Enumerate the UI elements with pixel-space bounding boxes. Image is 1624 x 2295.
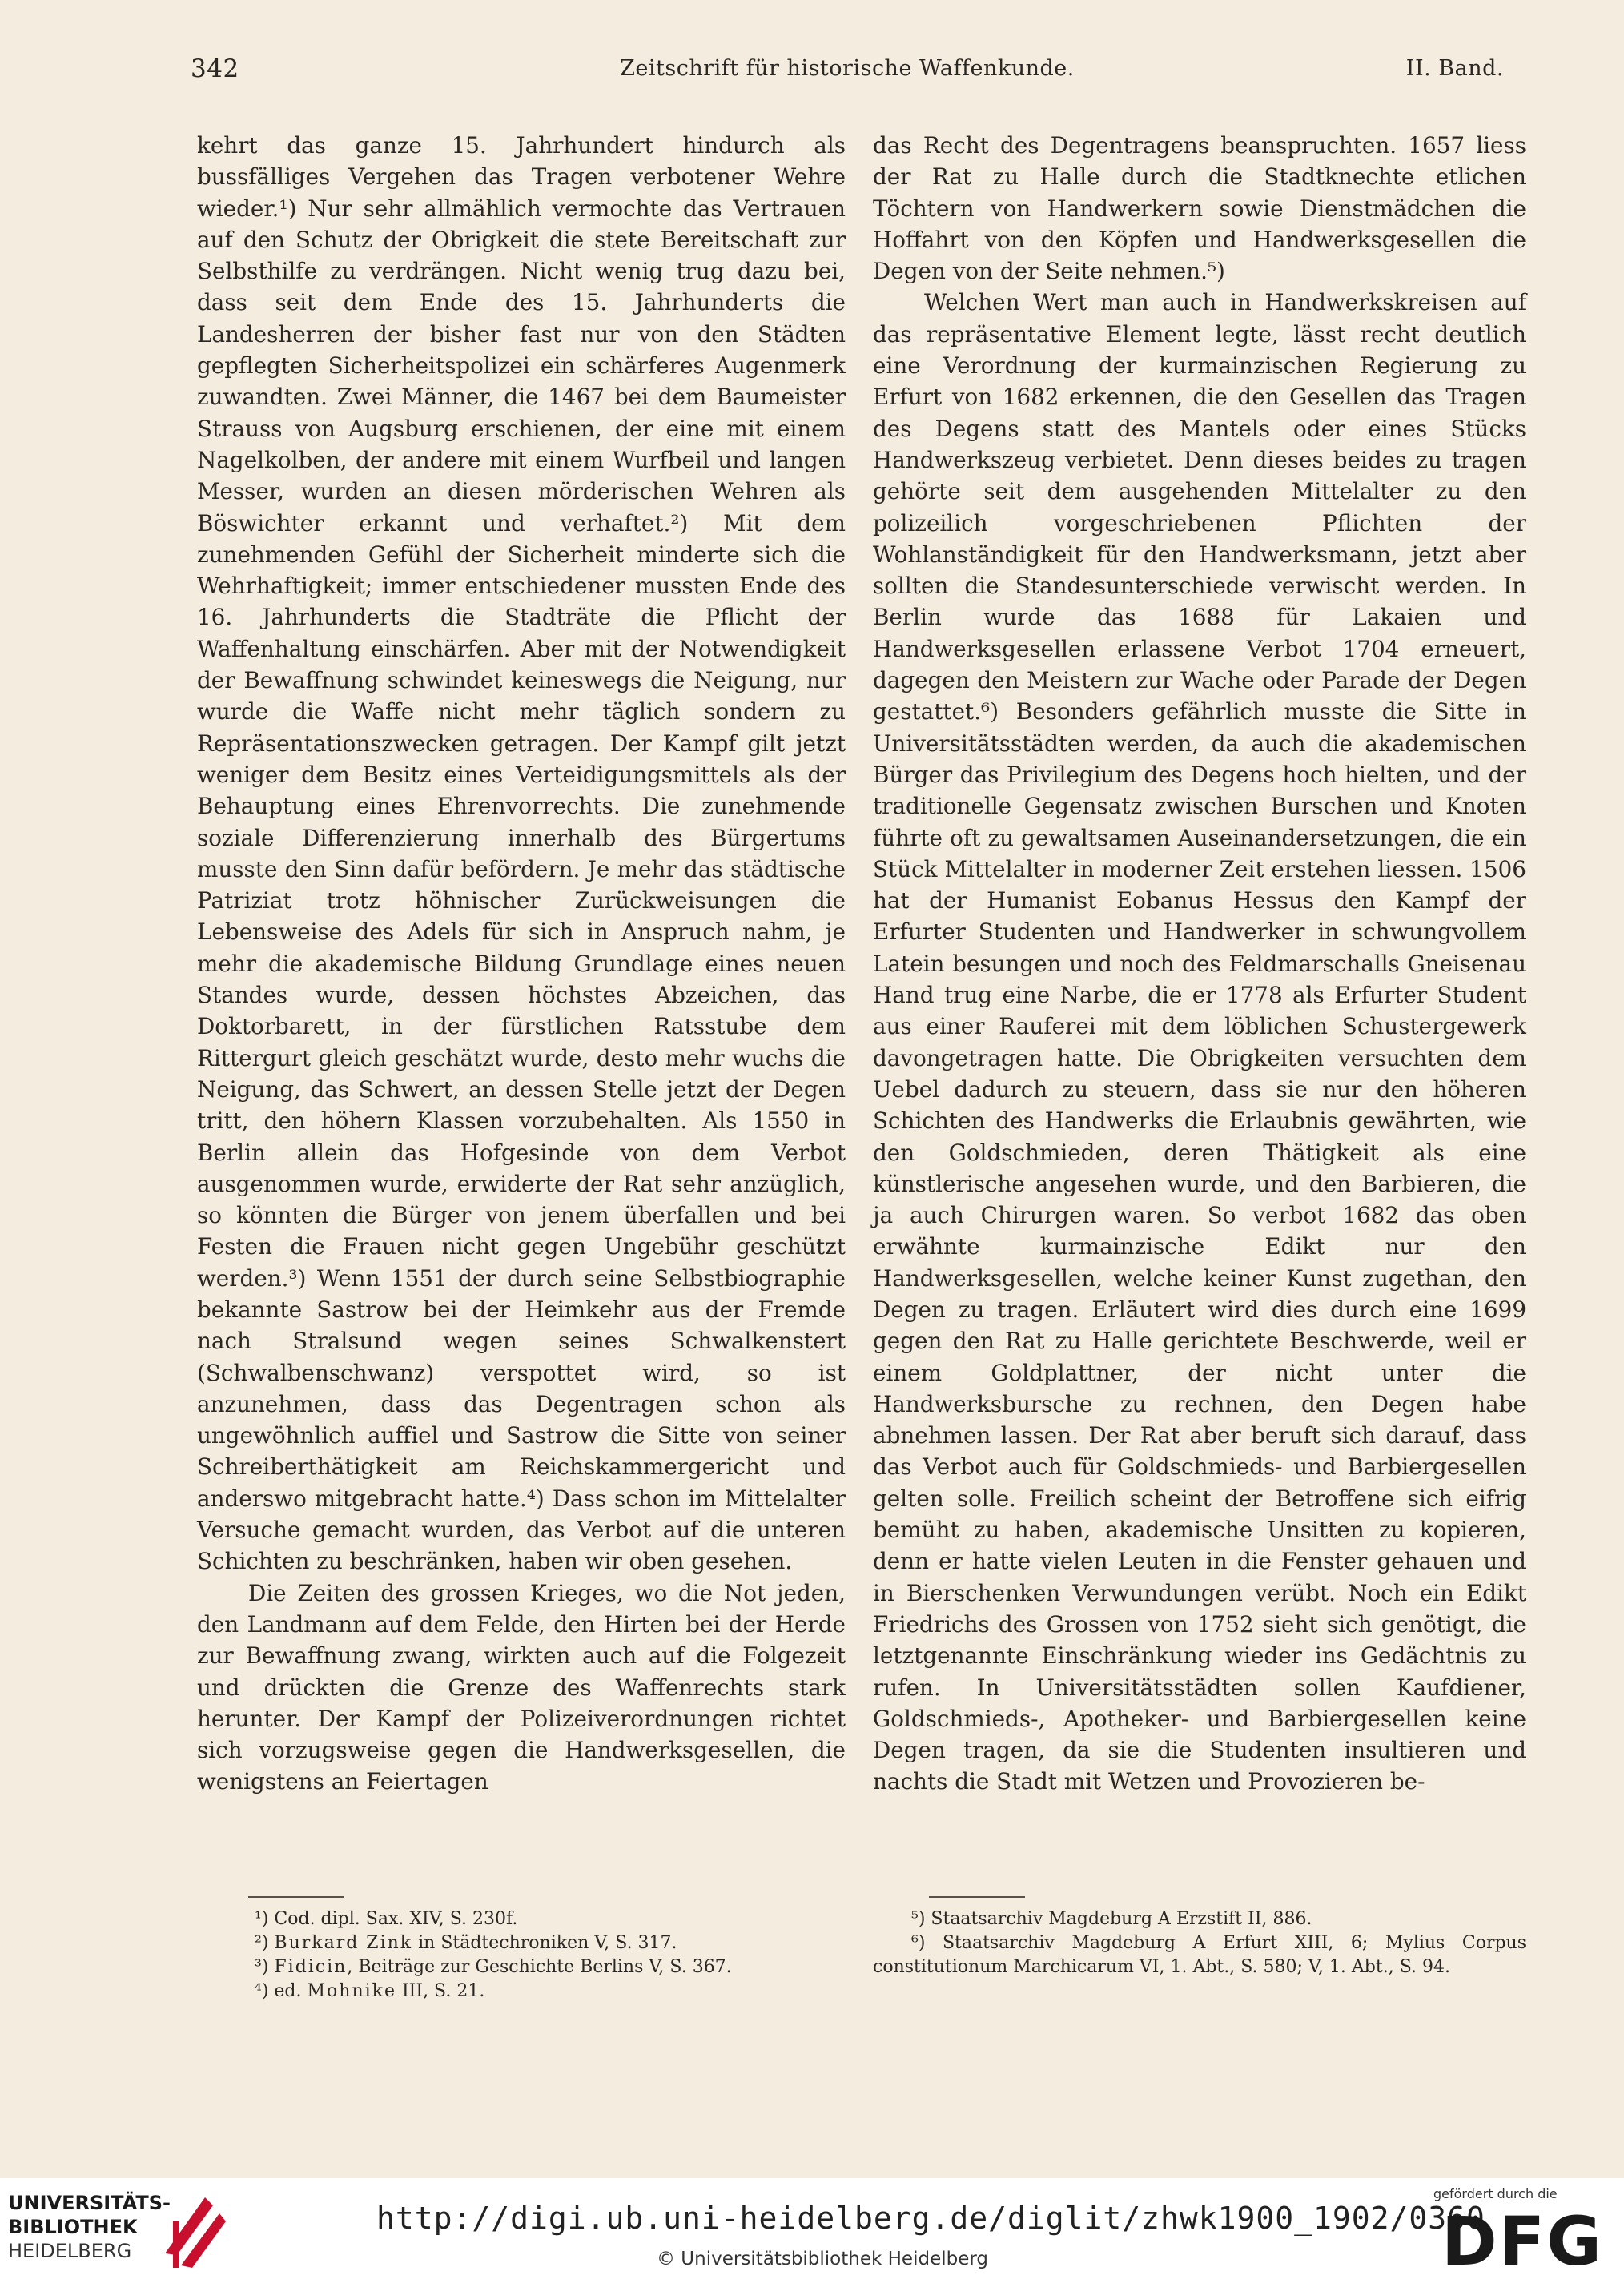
copyright-notice: © Universitätsbibliothek Heidelberg	[657, 2249, 989, 2269]
footnote-5: ⁵) Staatsarchiv Magdeburg A Erzstift II, 886.	[911, 1909, 1312, 1929]
funding-note: gefördert durch die	[1433, 2186, 1558, 2201]
left-paragraph-2: Die Zeiten des grossen Krieges, wo die Not jeden, den Landmann auf dem Felde, den Hirten bei der Herde zur Bewaffnung zwang, wirkten auch auf die Folgezeit und drückten die Grenze des Waffenrechts stark herunter. Der Kampf der Polizeiverordnungen richtet sich vorzugsweise gegen die Handwerksgesellen, die wenigstens an Feiertagen	[197, 1579, 846, 1795]
page-header	[191, 54, 1504, 94]
footnote-4: ⁴) ed. Mohnike III, S. 21.	[255, 1981, 485, 2001]
footer-bar	[0, 2178, 1624, 2295]
journal-title: Zeitschrift für historische Waffenkunde.	[620, 56, 1075, 81]
footnotes-left	[255, 1907, 863, 2004]
footnotes-right	[873, 1907, 1526, 1979]
permalink-url[interactable]: http://digi.ub.uni-heidelberg.de/diglit/zhwk1900_1902/0360	[376, 2201, 1485, 2236]
dfg-logo: DFG	[1441, 2202, 1604, 2281]
library-name: UNIVERSITÄTS- BIBLIOTHEK HEIDELBERG	[8, 2192, 171, 2262]
left-column	[197, 130, 846, 1798]
right-column	[873, 130, 1526, 1798]
footnote-3: ³) Fidicin, Beiträge zur Geschichte Berlins V, S. 367.	[255, 1957, 732, 1977]
footnote-rule-right	[929, 1896, 1025, 1898]
footnote-6: ⁶) Staatsarchiv Magdeburg A Erfurt XIII, 6; Mylius Corpus constitutionum Marchicarum VI, 1. Abt., S. 580; V, 1. Abt., S. 94.	[873, 1933, 1527, 1977]
left-paragraph-1: kehrt das ganze 15. Jahrhundert hindurch als bussfälliges Vergehen das Tragen verbotener Wehre wieder.¹) Nur sehr allmählich vermochte das Vertrauen auf den Schutz der Obrigkeit die stete Bereitschaft zur Selbsthilfe zu verdrängen. Nicht wenig trug dazu bei, dass seit dem Ende des 15. Jahrhunderts die Landesherren der bisher fast nur von den Städten gepflegten Sicherheitspolizei ein schärferes Augenmerk zuwandten. Zwei Männer, die 1467 bei dem Baumeister Strauss von Augsburg erschienen, der eine mit einem Nagelkolben, der andere mit einem Wurfbeil und langen Messer, wurden an diesen mörderischen Wehren als Böswichter erkannt und verhaftet.²) Mit dem zunehmenden Gefühl der Sicherheit minderte sich die Wehrhaftigkeit; immer entschiedener mussten Ende des 16. Jahrhunderts die Stadträte die Pflicht der Waffenhaltung einschärfen. Aber mit der Notwendigkeit der Bewaffnung schwindet keineswegs die Neigung, nur wurde die Waffe nicht mehr täglich sondern zu Repräsentationszwecken getragen. Der Kampf gilt jetzt weniger dem Besitz eines Verteidigungsmittels als der Behauptung eines Ehrenvorrechts. Die zunehmende soziale Differenzierung innerhalb des Bürgertums musste den Sinn dafür befördern. Je mehr das städtische Patriziat trotz höhnischer Zurückweisungen die Lebensweise des Adels für sich in Anspruch nahm, je mehr die akademische Bildung Grundlage eines neuen Standes wurde, dessen höchstes Abzeichen, das Doktorbarett, in der fürstlichen Ratsstube dem Rittergurt gleich geschätzt wurde, desto mehr wuchs die Neigung, das Schwert, an dessen Stelle jetzt der Degen tritt, den höhern Klassen vorzubehalten. Als 1550 in Berlin allein das Hofgesinde von dem Verbot ausgenommen wurde, erwiderte der Rat sehr anzüglich, so könnten die Bürger von jenem überfallen und bei Festen die Frauen nicht gegen Ungebühr geschützt werden.³) Wenn 1551 der durch seine Selbstbiographie bekannte Sastrow bei der Heimkehr aus der Fremde nach Stralsund wegen seines Schwalkenstert (Schwalbenschwanz) verspottet wird, so ist anzunehmen, dass das Degentragen schon als ungewöhnlich auffiel und Sastrow die Sitte von seiner Schreiberthätigkeit am Reichskammergericht und anderswo mitgebracht hatte.⁴) Dass schon im Mittelalter Versuche gemacht wurden, das Verbot auf die unteren Schichten zu beschränken, haben wir oben gesehen.	[197, 132, 846, 1575]
page-number: 342	[191, 54, 239, 83]
right-paragraph-1: das Recht des Degentragens beanspruchten. 1657 liess der Rat zu Halle durch die Stadtknechte etlichen Töchtern von Handwerkern sowie Dienstmädchen die Hoffahrt von den Köpfen und Handwerksgesellen die Degen von der Seite nehmen.⁵)	[873, 132, 1526, 285]
right-paragraph-2: Welchen Wert man auch in Handwerkskreisen auf das repräsentative Element legte, lässt recht deutlich eine Verordnung der kurmainzischen Regierung zu Erfurt von 1682 erkennen, die den Gesellen das Tragen des Degens statt des Mantels oder eines Stücks Handwerkszeug verbietet. Denn dieses beides zu tragen gehörte seit dem ausgehenden Mittelalter zu den polizeilich vorgeschriebenen Pflichten der Wohlanständigkeit für den Handwerksmann, jetzt aber sollten die Standesunterschiede verwischt werden. In Berlin wurde das 1688 für Lakaien und Handwerksgesellen erlassene Verbot 1704 erneuert, dagegen den Meistern zur Wache oder Parade der Degen gestattet.⁶) Besonders gefährlich musste die Sitte in Universitätsstädten werden, da auch die akademischen Bürger das Privilegium des Degens hoch hielten, und der traditionelle Gegensatz zwischen Burschen und Knoten führte oft zu gewaltsamen Auseinandersetzungen, die ein Stück Mittelalter in moderner Zeit erstehen liessen. 1506 hat der Humanist Eobanus Hessus den Kampf der Erfurter Studenten und Handwerker in schwungvollem Latein besungen und noch des Feldmarschalls Gneisenau Hand trug eine Narbe, die er 1778 als Erfurter Student aus einer Rauferei mit dem löblichen Schustergewerk davongetragen hatte. Die Obrigkeiten versuchten dem Uebel dadurch zu steuern, dass sie nur den höheren Schichten des Handwerks die Erlaubnis gewährten, wie den Goldschmieden, deren Thätigkeit als eine künstlerische angesehen wurde, und den Barbieren, die ja auch Chirurgen waren. So verbot 1682 das oben erwähnte kurmainzische Edikt nur den Handwerksgesellen, welche keiner Kunst zugethan, den Degen zu tragen. Erläutert wird dies durch eine 1699 gegen den Rat zu Halle gerichtete Beschwerde, weil er einem Goldplattner, der nicht unter die Handwerksbursche zu rechnen, den Degen habe abnehmen lassen. Der Rat aber beruft sich darauf, dass das Verbot auch für Goldschmieds- und Barbiergesellen gelten solle. Freilich scheint der Betroffene sich eifrig bemüht zu haben, akademische Unsitten zu kopieren, denn er hatte vielen Leuten in die Fenster gehauen und in Bierschenken Verwundungen verübt. Noch ein Edikt Friedrichs des Grossen von 1752 sieht sich genötigt, die letztgenannte Einschränkung wieder ins Gedächtnis zu rufen. In Universitätsstädten sollen Kaufdiener, Goldschmieds-, Apotheker- und Barbiergesellen keine Degen tragen, da sie die Studenten insultieren und nachts die Stadt mit Wetzen und Provozieren be-	[873, 289, 1526, 1795]
university-library-logo-icon	[157, 2189, 229, 2277]
footnote-1: ¹) Cod. dipl. Sax. XIV, S. 230f.	[255, 1909, 518, 1929]
footnote-2: ²) Burkard Zink in Städtechroniken V, S. 317.	[255, 1933, 677, 1953]
volume-label: II. Band.	[1405, 56, 1504, 81]
footnote-rule-left	[248, 1896, 344, 1898]
